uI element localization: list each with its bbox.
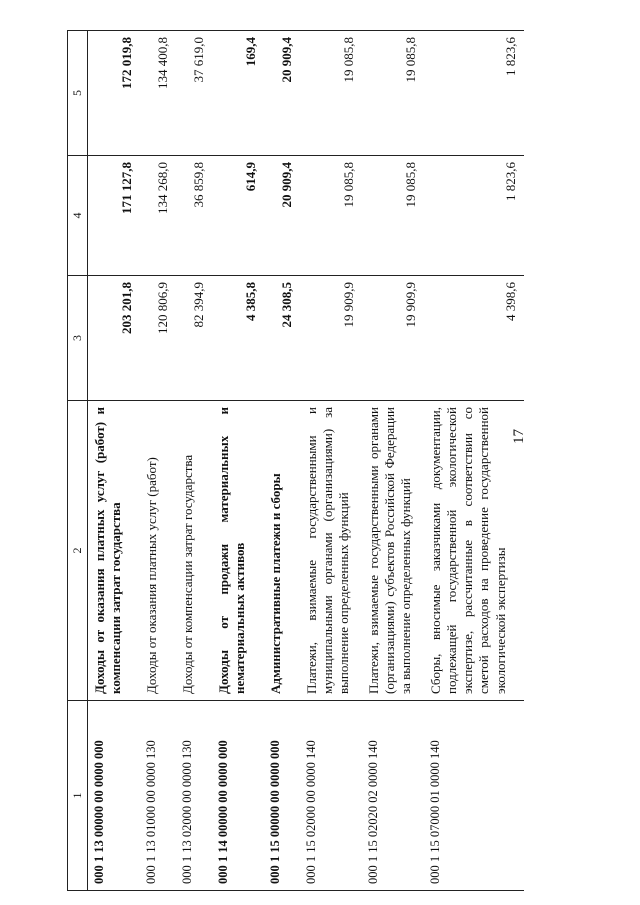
row-value-col5: 19 085,8 (362, 31, 424, 156)
table-row (212, 31, 264, 891)
row-name: Административные платежи и сборы (264, 401, 300, 701)
row-name: Доходы от продажи материальных и нематериальных активов (212, 401, 264, 701)
row-code: 000 1 13 01000 00 0000 130 (140, 701, 176, 891)
row-value-col5: 172 019,8 (88, 31, 140, 156)
row-value-col3: 4 385,8 (212, 276, 264, 401)
page-number: 17 (511, 429, 527, 444)
row-value-col4: 614,9 (212, 156, 264, 276)
row-name: Доходы от оказания платных услуг (работ) (140, 401, 176, 701)
row-value-col3: 120 806,9 (140, 276, 176, 401)
row-name: Доходы от оказания платных услуг (работ) и компенсации затрат государства (88, 401, 140, 701)
row-value-col4: 20 909,4 (264, 156, 300, 276)
row-name: Сборы, вносимые заказчиками документации, подлежащей государственной экологической экспертизе, рассчитанные в соответствии со сметой расходов на проведение государственной экологической экспертизы (424, 401, 524, 701)
row-value-col4: 36 859,8 (176, 156, 212, 276)
header-cell: 2 (68, 401, 88, 701)
row-code: 000 1 15 02020 02 0000 140 (362, 701, 424, 891)
row-code: 000 1 13 00000 00 0000 000 (88, 701, 140, 891)
header-cell: 4 (68, 156, 88, 276)
row-value-col4: 19 085,8 (300, 156, 362, 276)
row-value-col3: 19 909,9 (362, 276, 424, 401)
row-code: 000 1 14 00000 00 0000 000 (212, 701, 264, 891)
row-value-col3: 19 909,9 (300, 276, 362, 401)
row-value-col5: 37 619,0 (176, 31, 212, 156)
row-value-col4: 1 823,6 (424, 156, 524, 276)
row-code: 000 1 15 00000 00 0000 000 (264, 701, 300, 891)
row-value-col4: 134 268,0 (140, 156, 176, 276)
row-code: 000 1 13 02000 00 0000 130 (176, 701, 212, 891)
row-value-col4: 19 085,8 (362, 156, 424, 276)
table-row (300, 31, 362, 891)
row-value-col5: 20 909,4 (264, 31, 300, 156)
row-value-col5: 1 823,6 (424, 31, 524, 156)
row-value-col3: 203 201,8 (88, 276, 140, 401)
row-name: Платежи, взимаемые государственными органами (организациями) субъектов Российской Федерации за выполнение определенных функций (362, 401, 424, 701)
row-code: 000 1 15 02000 00 0000 140 (300, 701, 362, 891)
table-row (264, 31, 300, 891)
budget-table-rotated (67, 31, 604, 891)
header-cell: 5 (68, 31, 88, 156)
header-row (68, 31, 88, 891)
row-name: Доходы от компенсации затрат государства (176, 401, 212, 701)
budget-table (67, 30, 524, 891)
row-value-col5: 134 400,8 (140, 31, 176, 156)
table-row (424, 31, 524, 891)
row-value-col3: 4 398,6 (424, 276, 524, 401)
row-value-col5: 19 085,8 (300, 31, 362, 156)
table-row (362, 31, 424, 891)
row-value-col3: 24 308,5 (264, 276, 300, 401)
header-cell: 1 (68, 701, 88, 891)
row-value-col3: 82 394,9 (176, 276, 212, 401)
row-code: 000 1 15 07000 01 0000 140 (424, 701, 524, 891)
table-row (176, 31, 212, 891)
table-row (140, 31, 176, 891)
row-value-col4: 171 127,8 (88, 156, 140, 276)
row-name: Платежи, взимаемые государственными и муниципальными органами (организациями) за выполнение определенных функций (300, 401, 362, 701)
header-cell: 3 (68, 276, 88, 401)
table-row (88, 31, 140, 891)
row-value-col5: 169,4 (212, 31, 264, 156)
